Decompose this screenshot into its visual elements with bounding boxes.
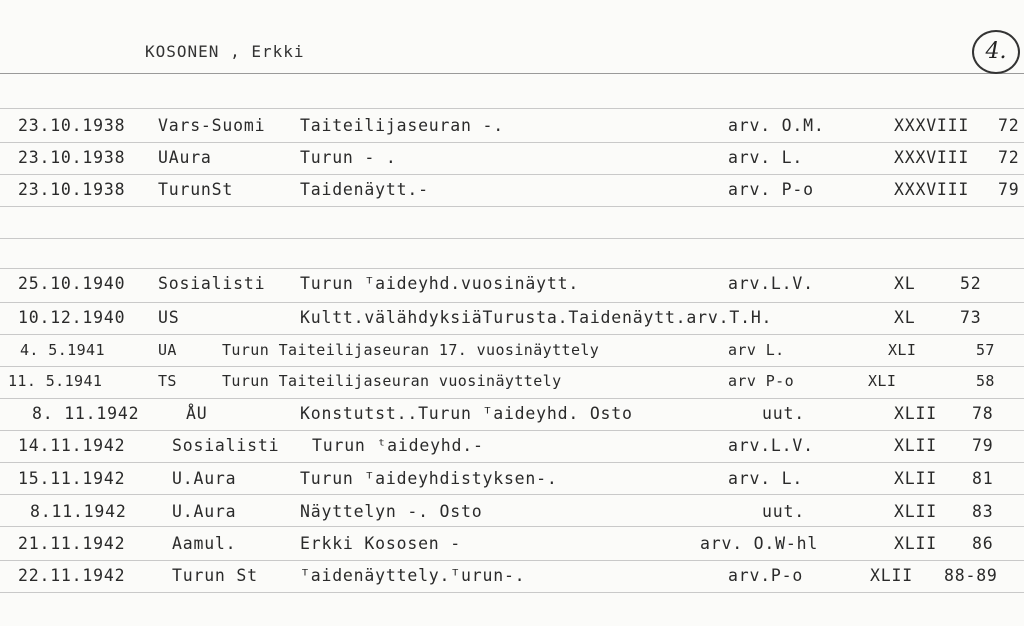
entry-rating: arv P-o [728,372,795,390]
entry-source: U.Aura [172,502,237,521]
person-name: KOSONEN , Erkki [145,42,305,61]
entry-title: Turun ᵀaideyhdistyksen-. [300,469,558,488]
entry-rating: arv L. [728,341,785,359]
entry-title: ᵀaidenäyttely.ᵀurun-. [300,566,526,585]
entry-source: Sosialisti [158,274,266,293]
entry-volume: XLII [870,566,913,585]
entry-page: 86 [972,534,994,553]
entry-title: Taiteilijaseuran -. [300,116,504,135]
entry-rating: arv. L. [728,148,804,167]
rule-line [0,268,1024,269]
entry-volume: XLII [894,534,937,553]
entry-page: 73 [960,308,982,327]
entry-rating: arv. L. [728,469,804,488]
entry-page: 88-89 [944,566,998,585]
entry-page: 79 [998,180,1020,199]
entry-page: 78 [972,404,994,423]
entry-source: UA [158,341,177,359]
header-rule [0,73,1024,74]
entry-volume: XLII [894,436,937,455]
entry-date: 15.11.1942 [18,469,126,488]
entry-date: 8. 11.1942 [32,404,140,423]
entry-title: Turun ᵀaideyhd.vuosinäytt. [300,274,580,293]
entry-volume: XXXVIII [894,148,970,167]
card-number: 4. [972,30,1020,74]
entry-row [0,308,1024,338]
entry-rating: uut. [762,404,805,423]
entry-rating: arv. O.M. [728,116,825,135]
entry-date: 11. 5.1941 [8,372,103,390]
entry-rating: uut. [762,502,805,521]
entry-volume: XL [894,274,916,293]
entry-rating: arv.L.V. [728,274,814,293]
entry-page: 72 [998,116,1020,135]
entry-page: 57 [976,341,995,359]
entry-page: 52 [960,274,982,293]
entry-row [0,274,1024,304]
entry-date: 21.11.1942 [18,534,126,553]
entry-source: Aamul. [172,534,237,553]
entry-source: ÅU [186,404,208,423]
entry-date: 10.12.1940 [18,308,126,327]
entry-row [0,404,1024,434]
entry-title: Turun ᵗaideyhd.- [312,436,484,455]
entry-rating: arv. O.W-hl [700,534,819,553]
entry-row [0,502,1024,532]
entry-title: Erkki Kososen - [300,534,462,553]
entry-page: 79 [972,436,994,455]
entry-title: Näyttelyn -. Osto [300,502,483,521]
entry-source: Vars-Suomi [158,116,266,135]
entry-source: TS [158,372,177,390]
entry-source: UAura [158,148,212,167]
entry-volume: XL [894,308,916,327]
entry-row [0,436,1024,466]
entry-title: Turun Taiteilijaseuran 17. vuosinäyttely [222,341,600,359]
entry-date: 25.10.1940 [18,274,126,293]
entry-row [0,469,1024,499]
entry-title: Turun Taiteilijaseuran vuosinäyttely [222,372,562,390]
entry-page: 81 [972,469,994,488]
entry-page: 72 [998,148,1020,167]
entry-volume: XLI [888,341,917,359]
entry-volume: XXXVIII [894,116,970,135]
entry-date: 8.11.1942 [30,502,127,521]
entry-row [0,116,1024,146]
entry-date: 14.11.1942 [18,436,126,455]
entry-row [0,566,1024,596]
entry-rating: arv. P-o [728,180,814,199]
entry-date: 4. 5.1941 [20,341,105,359]
entry-row [0,372,1024,402]
entry-row [0,341,1024,371]
entry-volume: XXXVIII [894,180,970,199]
entry-volume: XLII [894,502,937,521]
entry-source: U.Aura [172,469,237,488]
entry-page: 83 [972,502,994,521]
entry-volume: XLII [894,469,937,488]
entry-rating: arv.P-o [728,566,804,585]
entry-row [0,148,1024,178]
entry-date: 23.10.1938 [18,180,126,199]
entry-title: Taidenäytt.- [300,180,429,199]
entry-row [0,534,1024,564]
entry-title: Kultt.välähdyksiäTurusta.Taidenäytt.arv.T.H. [300,308,773,327]
entry-title: Konstutst..Turun ᵀaideyhd. Osto [300,404,633,423]
rule-line [0,238,1024,239]
rule-line [0,108,1024,109]
entry-date: 23.10.1938 [18,148,126,167]
entry-source: TurunSt [158,180,234,199]
entry-date: 22.11.1942 [18,566,126,585]
entry-page: 58 [976,372,995,390]
entry-source: Sosialisti [172,436,280,455]
entry-volume: XLII [894,404,937,423]
entry-volume: XLI [868,372,897,390]
entry-source: US [158,308,180,327]
entry-source: Turun St [172,566,258,585]
entry-row [0,180,1024,210]
entry-rating: arv.L.V. [728,436,814,455]
entry-date: 23.10.1938 [18,116,126,135]
entry-title: Turun - . [300,148,397,167]
